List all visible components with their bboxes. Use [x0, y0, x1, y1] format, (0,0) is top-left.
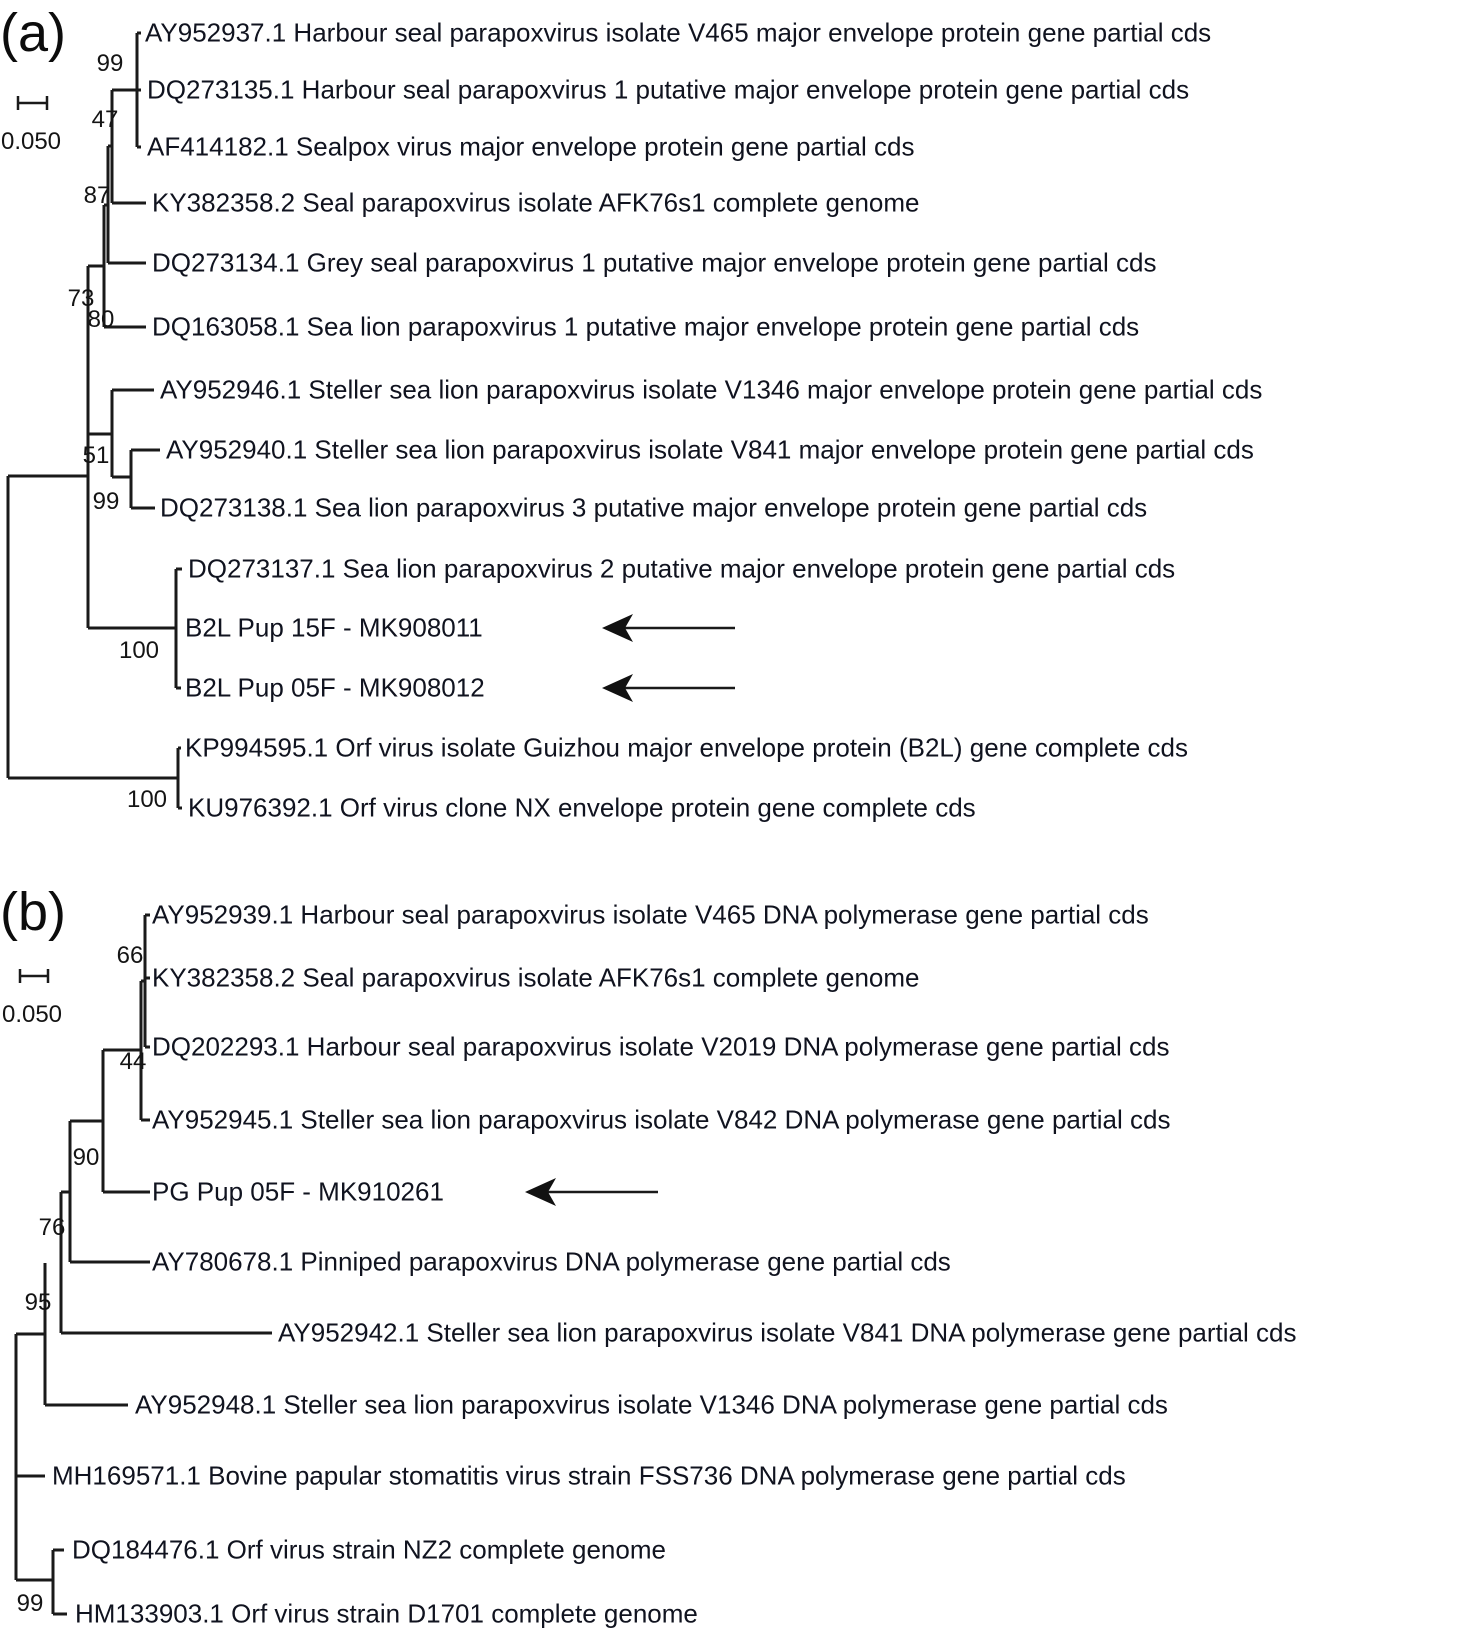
- taxon-label: AY952942.1 Steller sea lion parapoxvirus isolate V841 DNA polymerase gene partial cds: [278, 1317, 1297, 1348]
- taxon-label: KY382358.2 Seal parapoxvirus isolate AFK76s1 complete genome: [152, 962, 920, 993]
- taxon-label: AY952946.1 Steller sea lion parapoxvirus isolate V1346 major envelope protein gene partial cds: [160, 374, 1263, 405]
- taxon-label: AY952940.1 Steller sea lion parapoxvirus isolate V841 major envelope protein gene partial cds: [166, 434, 1254, 465]
- taxon-label: DQ163058.1 Sea lion parapoxvirus 1 putative major envelope protein gene partial cds: [152, 311, 1140, 342]
- taxon-label: DQ273137.1 Sea lion parapoxvirus 2 putative major envelope protein gene partial cds: [188, 553, 1176, 584]
- bootstrap-value: 73: [67, 285, 95, 312]
- taxon-label: AY952939.1 Harbour seal parapoxvirus isolate V465 DNA polymerase gene partial cds: [152, 899, 1149, 930]
- taxon-label: AY952948.1 Steller sea lion parapoxvirus isolate V1346 DNA polymerase gene partial cds: [135, 1389, 1168, 1420]
- taxon-label: AY952937.1 Harbour seal parapoxvirus isolate V465 major envelope protein gene partial cds: [145, 17, 1212, 48]
- taxon-label: KY382358.2 Seal parapoxvirus isolate AFK76s1 complete genome: [152, 187, 920, 218]
- bootstrap-value: 90: [72, 1144, 100, 1171]
- bootstrap-value: 100: [118, 637, 160, 664]
- bootstrap-value: 76: [38, 1214, 66, 1241]
- taxon-label: DQ202293.1 Harbour seal parapoxvirus isolate V2019 DNA polymerase gene partial cds: [152, 1031, 1170, 1062]
- taxon-label: AY952945.1 Steller sea lion parapoxvirus isolate V842 DNA polymerase gene partial cds: [152, 1104, 1171, 1135]
- taxon-label: B2L Pup 05F - MK908012: [185, 672, 485, 703]
- bootstrap-value: 95: [24, 1289, 52, 1316]
- taxon-label: HM133903.1 Orf virus strain D1701 complete genome: [75, 1598, 698, 1629]
- taxon-label: KP994595.1 Orf virus isolate Guizhou major envelope protein (B2L) gene complete cds: [185, 732, 1189, 763]
- bootstrap-value: 99: [16, 1590, 44, 1617]
- taxon-label: DQ273138.1 Sea lion parapoxvirus 3 putative major envelope protein gene partial cds: [160, 492, 1148, 523]
- bootstrap-value: 99: [92, 488, 120, 515]
- panel-b-scale-value: 0.050: [1, 1001, 63, 1028]
- bootstrap-value: 47: [91, 106, 119, 133]
- bootstrap-value: 87: [83, 182, 111, 209]
- panel-b-label: (b): [0, 882, 66, 942]
- bootstrap-value: 44: [119, 1048, 147, 1075]
- taxon-label: AF414182.1 Sealpox virus major envelope protein gene partial cds: [147, 131, 915, 162]
- taxon-label: MH169571.1 Bovine papular stomatitis virus strain FSS736 DNA polymerase gene partial cds: [52, 1460, 1126, 1491]
- bootstrap-value: 99: [96, 50, 124, 77]
- taxon-label: B2L Pup 15F - MK908011: [185, 612, 483, 643]
- taxon-label: DQ273135.1 Harbour seal parapoxvirus 1 putative major envelope protein gene partial cds: [147, 74, 1190, 105]
- bootstrap-value: 80: [87, 306, 115, 333]
- taxon-label: AY780678.1 Pinniped parapoxvirus DNA polymerase gene partial cds: [152, 1246, 951, 1277]
- taxon-label: KU976392.1 Orf virus clone NX envelope protein gene complete cds: [188, 792, 976, 823]
- panel-a-scale-value: 0.050: [0, 128, 62, 155]
- taxon-label: PG Pup 05F - MK910261: [152, 1176, 444, 1207]
- bootstrap-value: 100: [126, 786, 168, 813]
- taxon-label: DQ273134.1 Grey seal parapoxvirus 1 putative major envelope protein gene partial cds: [152, 247, 1157, 278]
- panel-a-label: (a): [0, 3, 66, 63]
- taxon-label: DQ184476.1 Orf virus strain NZ2 complete genome: [72, 1534, 666, 1565]
- bootstrap-value: 51: [82, 442, 110, 469]
- bootstrap-value: 66: [116, 942, 144, 969]
